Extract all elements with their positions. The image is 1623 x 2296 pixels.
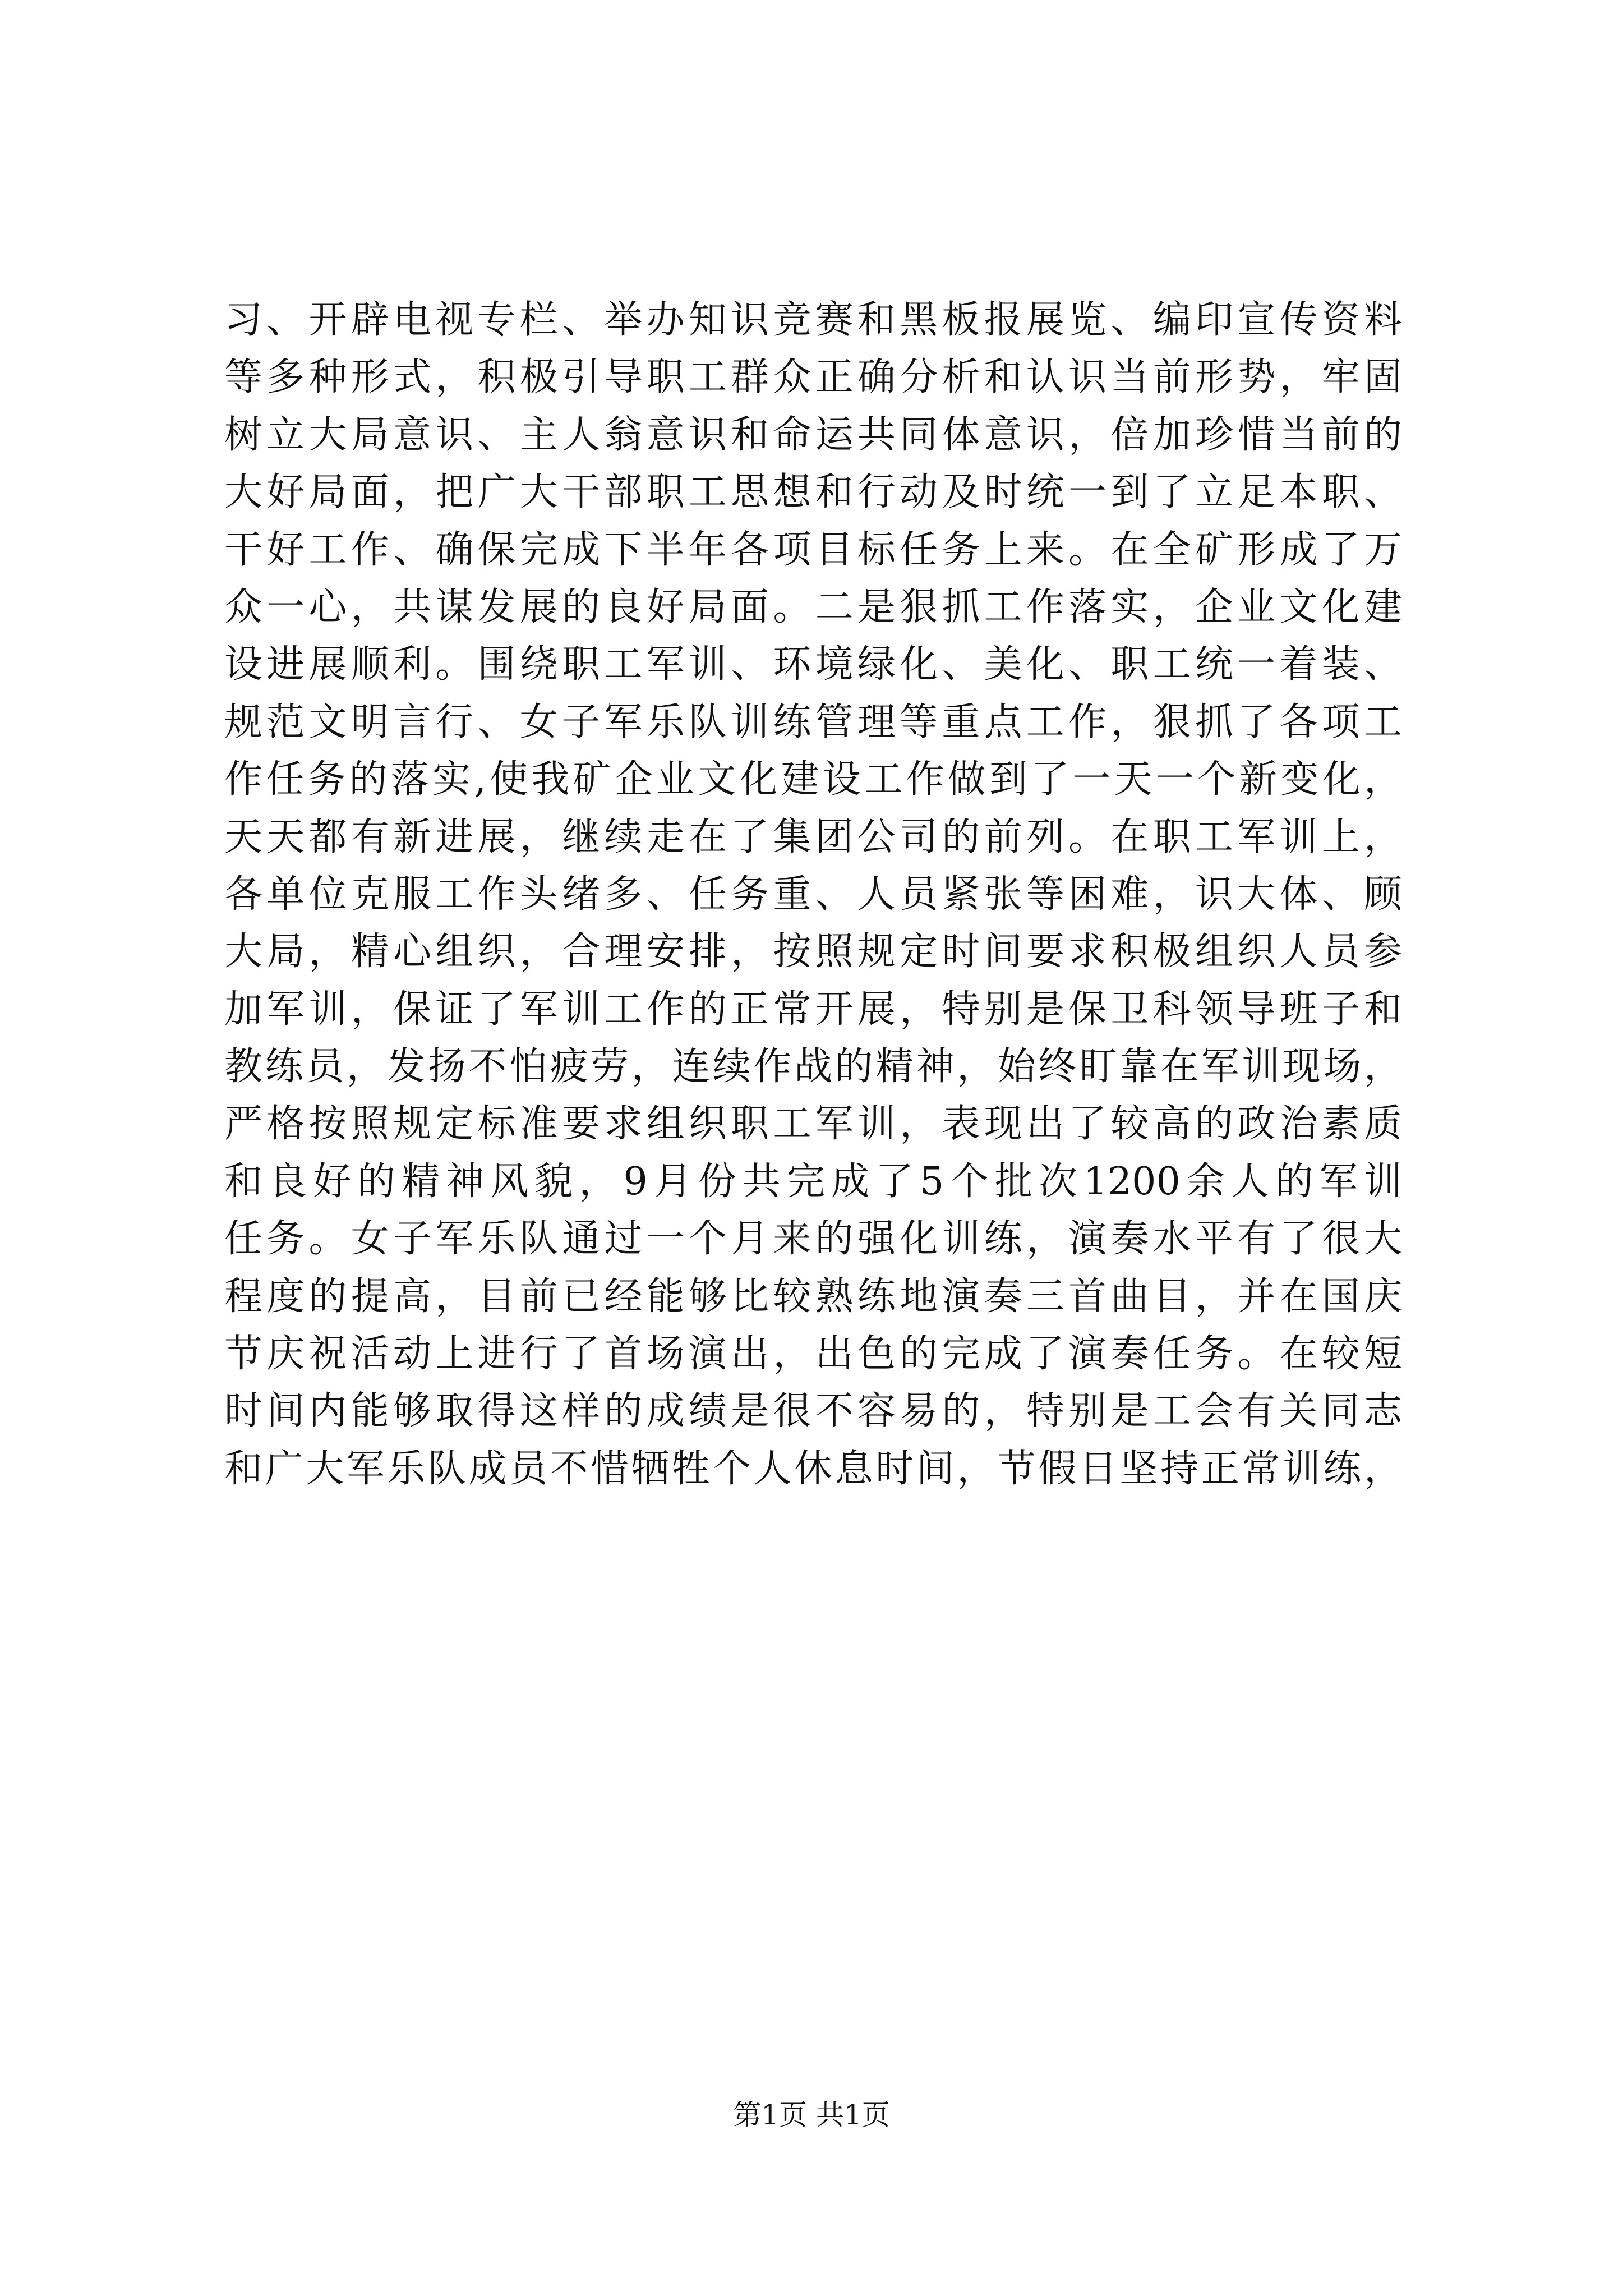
text-line: 作任务的落实,使我矿企业文化建设工作做到了一天一个新变化， [224,757,1402,802]
text-line: 和广大军乐队成员不惜牺牲个人休息时间，节假日坚持正常训练， [224,1446,1402,1491]
text-line: 大好局面，把广大干部职工思想和行动及时统一到了立足本职、 [224,470,1402,515]
text-line: 等多种形式，积极引导职工群众正确分析和认识当前形势，牢固 [224,355,1402,400]
text-line: 大局，精心组织，合理安排，按照规定时间要求积极组织人员参 [224,930,1402,974]
text-line: 节庆祝活动上进行了首场演出，出色的完成了演奏任务。在较短 [224,1332,1402,1377]
text-line: 加军训，保证了军训工作的正常开展，特别是保卫科领导班子和 [224,987,1402,1032]
text-line: 各单位克服工作头绪多、任务重、人员紧张等困难，识大体、顾 [224,872,1402,917]
text-line: 任务。女子军乐队通过一个月来的强化训练，演奏水平有了很大 [224,1217,1402,1262]
text-line: 设进展顺利。围绕职工军训、环境绿化、美化、职工统一着装、 [224,642,1402,687]
text-line: 程度的提高，目前已经能够比较熟练地演奏三首曲目，并在国庆 [224,1274,1402,1319]
text-line: 时间内能够取得这样的成绩是很不容易的，特别是工会有关同志 [224,1389,1402,1434]
text-line: 和良好的精神风貌，9月份共完成了5个批次1200余人的军训 [224,1159,1402,1204]
text-line: 众一心，共谋发展的良好局面。二是狠抓工作落实，企业文化建 [224,585,1402,629]
text-line: 习、开辟电视专栏、举办知识竞赛和黑板报展览、编印宣传资料 [224,298,1402,342]
text-line: 规范文明言行、女子军乐队训练管理等重点工作，狠抓了各项工 [224,700,1402,744]
text-line: 干好工作、确保完成下半年各项目标任务上来。在全矿形成了万 [224,527,1402,572]
text-line: 教练员，发扬不怕疲劳，连续作战的精神，始终盯靠在军训现场， [224,1045,1402,1089]
page-footer: 第1页 共1页 [733,2099,890,2131]
text-line: 天天都有新进展，继续走在了集团公司的前列。在职工军训上， [224,815,1402,859]
text-line: 树立大局意识、主人翁意识和命运共同体意识，倍加珍惜当前的 [224,412,1402,457]
text-line: 严格按照规定标准要求组织职工军训，表现出了较高的政治素质 [224,1102,1402,1147]
body-paragraph [224,292,1402,1498]
